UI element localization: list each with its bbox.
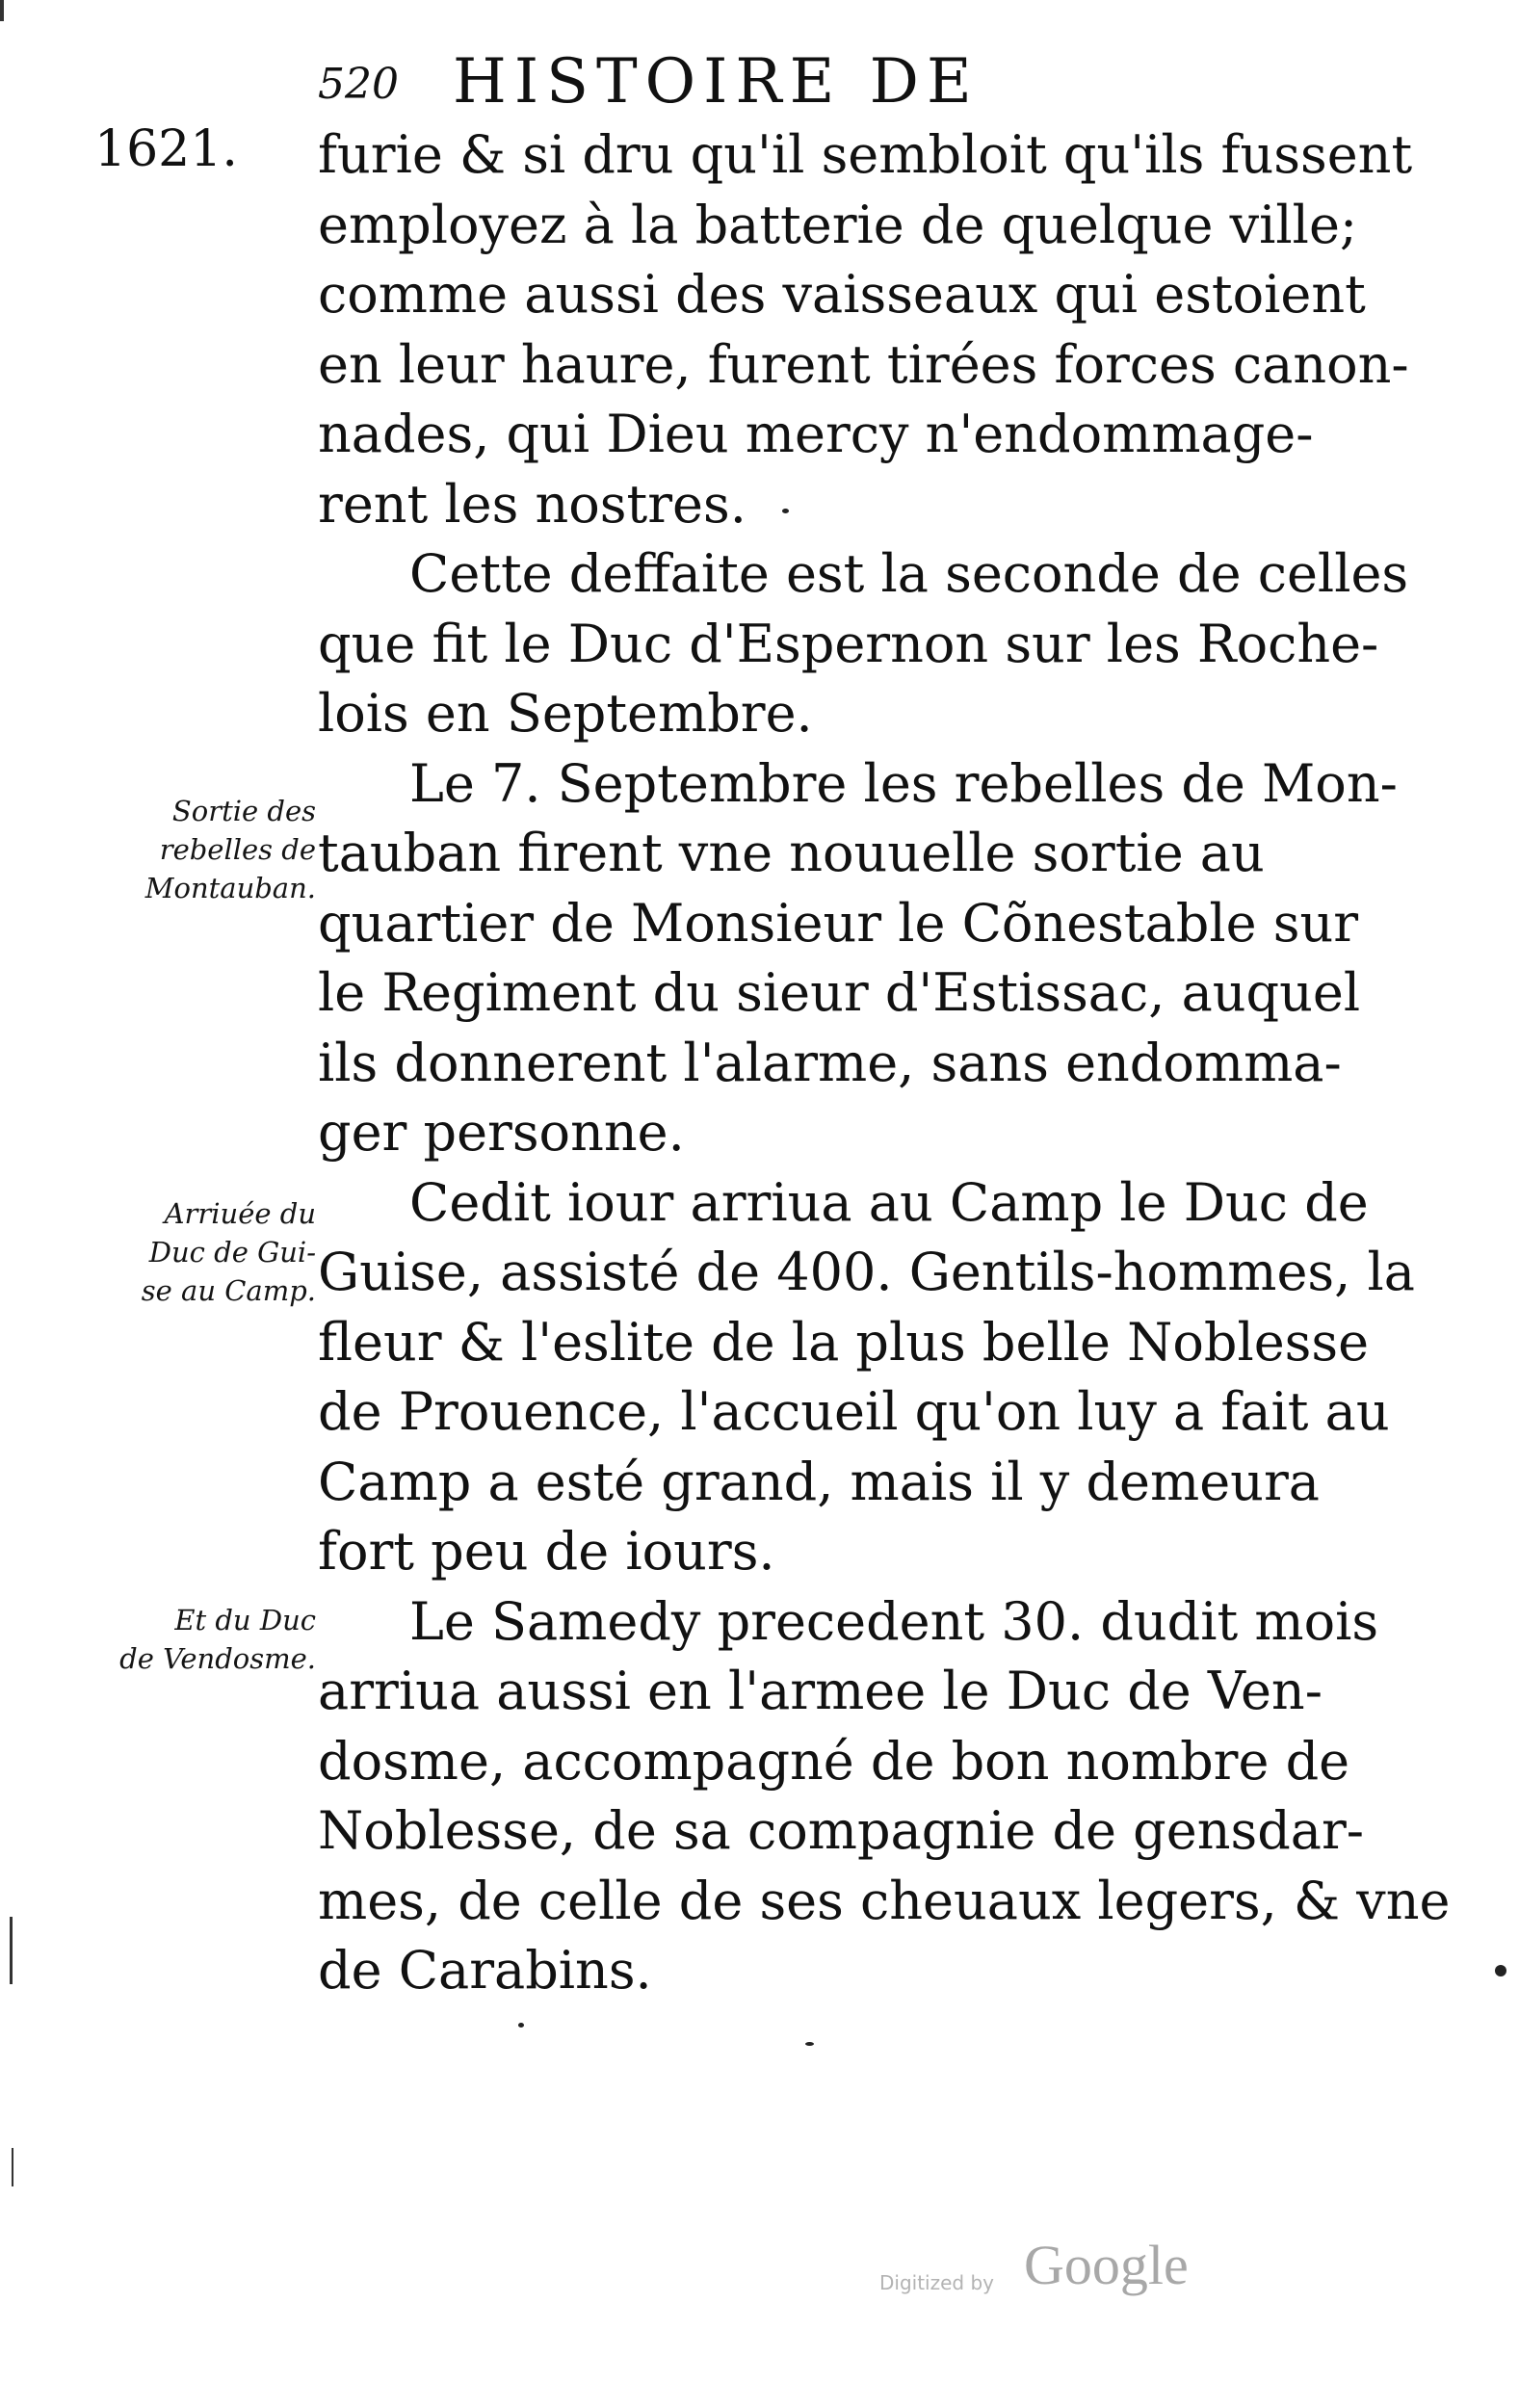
text-line: dosme, accompagné de bon nombre de [318,1730,1350,1792]
text-line: Noblesse, de sa compagnie de gensdar- [318,1800,1365,1861]
text-line: le Regiment du sieur d'Estissac, auquel [318,962,1361,1023]
text-line: comme aussi des vaisseaux qui estoient [318,264,1366,325]
margin-note-arrivee [85,1194,316,1310]
text-line: Camp a esté grand, mais il y demeura [318,1451,1320,1512]
text-line: quartier de Monsieur le Cõnestable sur [318,892,1359,954]
scan-edge-mark [0,0,4,21]
digitized-label: Digitized by [879,2271,994,2294]
paragraph-start-line: Cette deffaite est la seconde de celles [409,543,1409,604]
margin-note-sortie [85,792,316,907]
text-line: arriua aussi en l'armee le Duc de Ven- [318,1661,1323,1721]
scan-edge-mark [10,1917,13,1984]
google-logo: Google [1024,2234,1189,2296]
running-title: HISTOIRE DE [453,46,980,118]
margin-note-line: Et du Duc [174,1604,316,1636]
text-line: en leur haure, furent tirées forces canon- [318,333,1409,395]
body-text [318,120,1451,2006]
page-number: 520 [318,60,399,109]
text-line: fleur & l'eslite de la plus belle Noblesse [318,1311,1370,1373]
text-line: ger personne. [318,1102,685,1163]
text-line: fort peu de iours. [318,1521,775,1582]
text-line: lois en Septembre. [318,683,813,744]
text-line: nades, qui Dieu mercy n'endommage- [318,404,1314,464]
text-line: que fit le Duc d'Espernon sur les Roche- [318,613,1379,674]
margin-note-line: Duc de Gui- [148,1236,316,1269]
margin-note-line: de Vendosme. [119,1642,316,1675]
text-line: tauban firent vne nouuelle sortie au [318,823,1265,883]
scan-speck [782,509,789,513]
scan-speck [805,2042,814,2046]
scan-speck [518,2023,524,2028]
margin-note-line: Montauban. [144,872,316,904]
digitized-by-watermark [879,2233,1284,2310]
paragraph-start-line: Cedit iour arriua au Camp le Duc de [409,1171,1369,1233]
paragraph-start-line: Le Samedy precedent 30. dudit mois [409,1590,1379,1652]
text-line: ils donnerent l'alarme, sans endomma- [318,1032,1342,1093]
paragraph-start-line: Le 7. Septembre les rebelles de Mon- [409,752,1398,814]
text-line: employez à la batterie de quelque ville; [318,194,1358,255]
page-header [318,46,1185,118]
text-line: rent les nostres. [318,473,746,535]
text-line: mes, de celle de ses cheuaux legers, & vne [318,1870,1451,1931]
margin-note-line: rebelles de [159,833,316,866]
scan-speck [1495,1965,1506,1976]
margin-note-vendosme [85,1601,316,1678]
text-line: de Prouence, l'accueil qu'on luy a fait au [318,1381,1390,1442]
year-marker: 1621. [94,120,238,178]
text-line: de Carabins. [318,1940,652,2001]
margin-note-line: se au Camp. [141,1274,316,1307]
text-line: Guise, assisté de 400. Gentils-hommes, la [318,1242,1415,1302]
text-line: furie & si dru qu'il sembloit qu'ils fussent [318,124,1413,185]
margin-note-line: Arriuée du [164,1197,316,1230]
margin-note-line: Sortie des [171,795,316,827]
scan-edge-mark [12,2148,13,2186]
